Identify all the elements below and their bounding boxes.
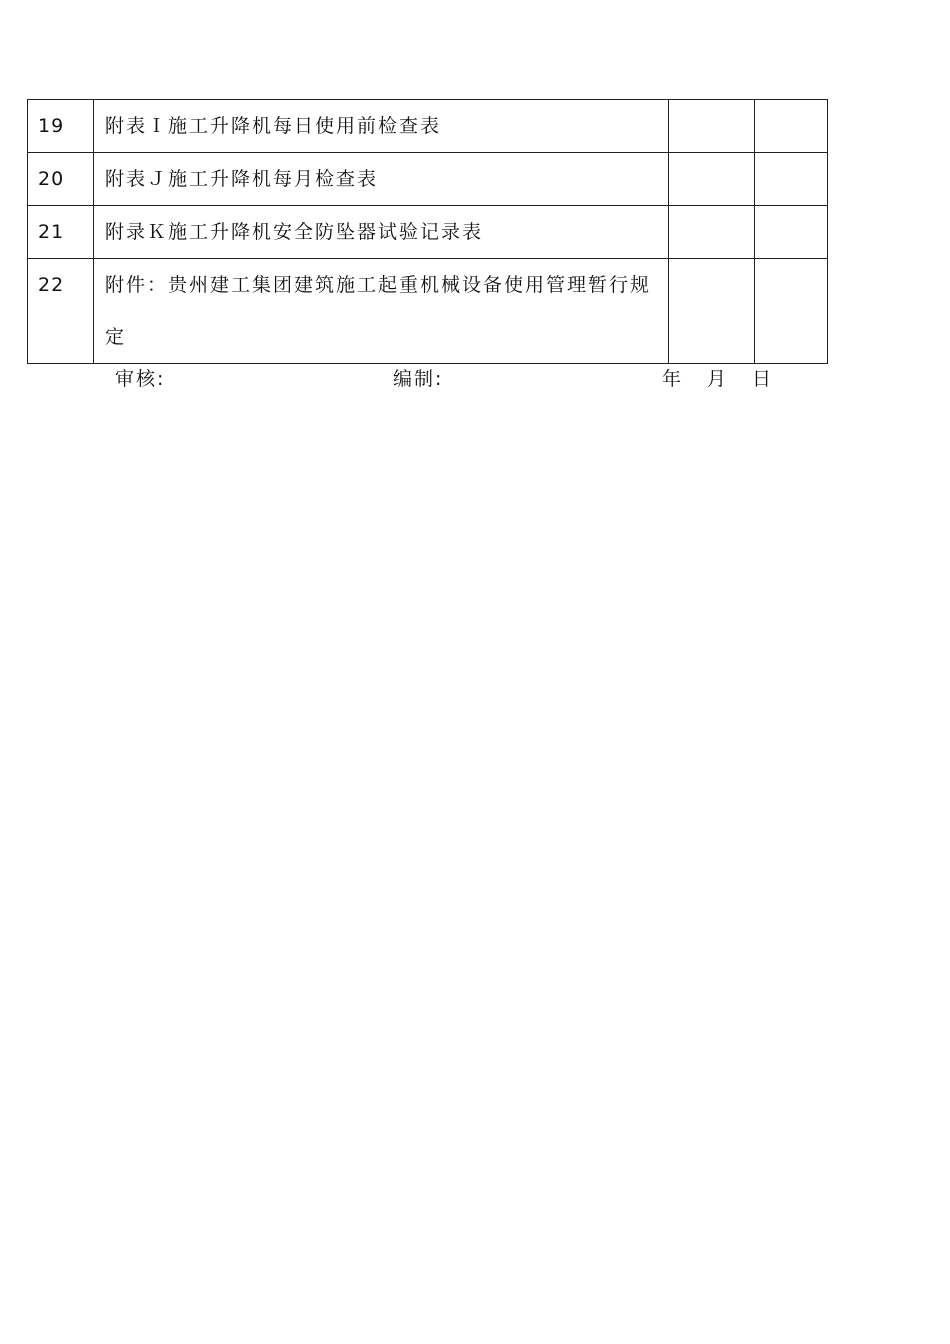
row-cell-b (755, 206, 828, 259)
table-row (28, 153, 828, 206)
editor-label: 编制: (393, 368, 444, 390)
row-title: 附件：贵州建工集团建筑施工起重机械设备使用管理暂行规定 (94, 259, 669, 364)
table-row (28, 206, 828, 259)
table-row (28, 259, 828, 364)
table-row (28, 100, 828, 153)
row-cell-b (755, 259, 828, 364)
row-cell-a (669, 259, 755, 364)
signature-line (0, 365, 950, 395)
month-label: 月 (707, 368, 729, 390)
row-number: 22 (28, 259, 94, 364)
row-number: 20 (28, 153, 94, 206)
day-label: 日 (752, 368, 774, 390)
row-title: 附表Ｉ施工升降机每日使用前检查表 (94, 100, 669, 153)
row-title: 附录Ｋ施工升降机安全防坠器试验记录表 (94, 206, 669, 259)
row-cell-b (755, 100, 828, 153)
reviewer-label: 审核: (115, 368, 166, 390)
year-label: 年 (662, 368, 684, 390)
row-cell-a (669, 100, 755, 153)
row-number: 19 (28, 100, 94, 153)
row-cell-a (669, 206, 755, 259)
row-cell-b (755, 153, 828, 206)
row-title: 附表Ｊ施工升降机每月检查表 (94, 153, 669, 206)
document-table (27, 99, 828, 364)
row-number: 21 (28, 206, 94, 259)
row-cell-a (669, 153, 755, 206)
